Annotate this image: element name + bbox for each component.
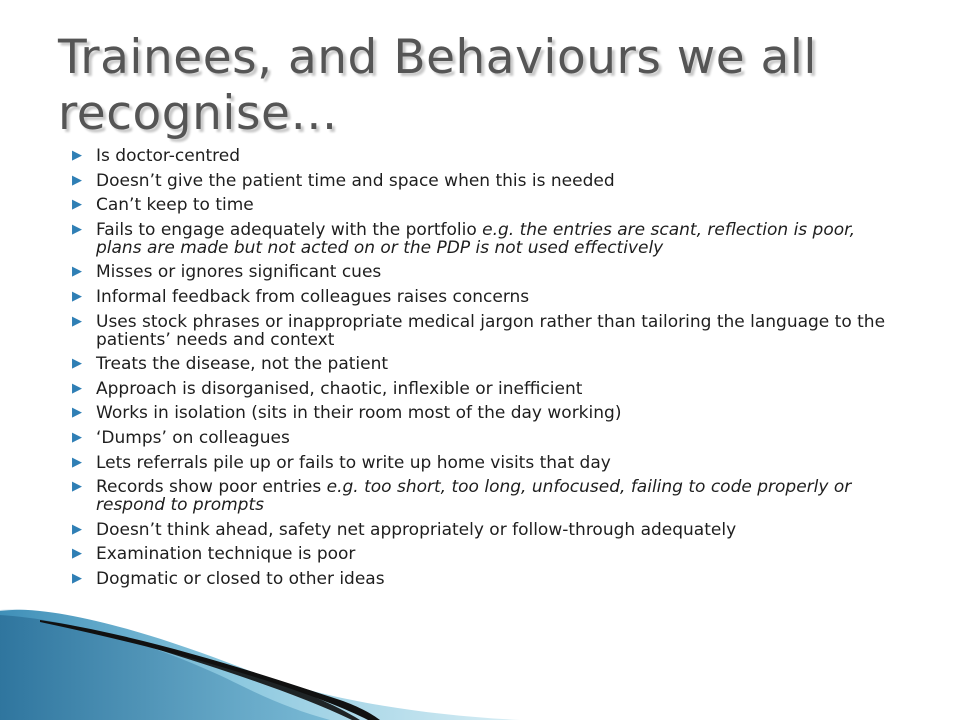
bullet-text: Lets referrals pile up or fails to write up home visits that day xyxy=(96,452,611,473)
triangle-bullet-icon: ▶ xyxy=(72,221,82,237)
triangle-bullet-icon: ▶ xyxy=(72,521,82,537)
triangle-bullet-icon: ▶ xyxy=(72,356,82,372)
triangle-bullet-icon: ▶ xyxy=(72,148,82,163)
slide-title: Trainees, and Behaviours we all recognise… xyxy=(58,30,817,141)
bullet-item xyxy=(72,570,892,588)
triangle-bullet-icon: ▶ xyxy=(72,172,82,188)
bullet-text: Can’t keep to time xyxy=(96,195,254,216)
triangle-bullet-icon: ▶ xyxy=(72,197,82,213)
decorative-wave-graphic xyxy=(0,590,600,720)
bullet-text: Examination technique is poor xyxy=(96,544,356,565)
bullet-item xyxy=(72,404,892,422)
triangle-bullet-icon: ▶ xyxy=(72,454,82,470)
triangle-bullet-icon: ▶ xyxy=(72,288,82,304)
triangle-bullet-icon: ▶ xyxy=(72,264,82,280)
bullet-text: Approach is disorganised, chaotic, inflexible or inefficient xyxy=(96,378,583,399)
bullet-example-text: e.g. too short, too long, unfocused, failing to code properly or respond to prompts xyxy=(96,477,852,516)
triangle-bullet-icon: ▶ xyxy=(72,479,82,495)
triangle-bullet-icon: ▶ xyxy=(72,380,82,396)
triangle-bullet-icon: ▶ xyxy=(72,546,82,562)
bullet-list xyxy=(72,147,892,595)
bullet-example-text: e.g. the entries are scant, reflection is poor, plans are made but not acted on or the PDP is not used effectively xyxy=(96,219,855,258)
bullet-text: Doesn’t give the patient time and space when this is needed xyxy=(96,170,615,191)
triangle-bullet-icon: ▶ xyxy=(72,570,82,586)
bullet-item xyxy=(72,355,892,373)
bullet-item xyxy=(72,545,892,563)
bullet-text: ‘Dumps’ on colleagues xyxy=(96,427,290,448)
bullet-item xyxy=(72,313,892,349)
bullet-item xyxy=(72,380,892,398)
bullet-item xyxy=(72,454,892,472)
bullet-item xyxy=(72,221,892,257)
bullet-item xyxy=(72,478,892,514)
triangle-bullet-icon: ▶ xyxy=(72,429,82,445)
bullet-item xyxy=(72,288,892,306)
bullet-item xyxy=(72,172,892,190)
bullet-text: Dogmatic or closed to other ideas xyxy=(96,568,385,589)
bullet-text: Treats the disease, not the patient xyxy=(96,354,389,375)
bullet-text: Is doctor-centred xyxy=(96,146,241,166)
bullet-text: Fails to engage adequately with the portfolio xyxy=(96,219,483,240)
bullet-text: Doesn’t think ahead, safety net appropriately or follow-through adequately xyxy=(96,519,737,540)
bullet-item xyxy=(72,147,892,165)
bullet-item xyxy=(72,521,892,539)
triangle-bullet-icon: ▶ xyxy=(72,313,82,329)
bullet-text: Records show poor entries xyxy=(96,477,327,498)
bullet-text: Works in isolation (sits in their room most of the day working) xyxy=(96,403,622,424)
bullet-text: Misses or ignores significant cues xyxy=(96,262,382,283)
bullet-item xyxy=(72,429,892,447)
triangle-bullet-icon: ▶ xyxy=(72,405,82,421)
bullet-text: Uses stock phrases or inappropriate medical jargon rather than tailoring the language to the patients’ needs and context xyxy=(96,311,886,350)
bullet-item xyxy=(72,263,892,281)
bullet-item xyxy=(72,196,892,214)
bullet-text: Informal feedback from colleagues raises concerns xyxy=(96,286,530,307)
